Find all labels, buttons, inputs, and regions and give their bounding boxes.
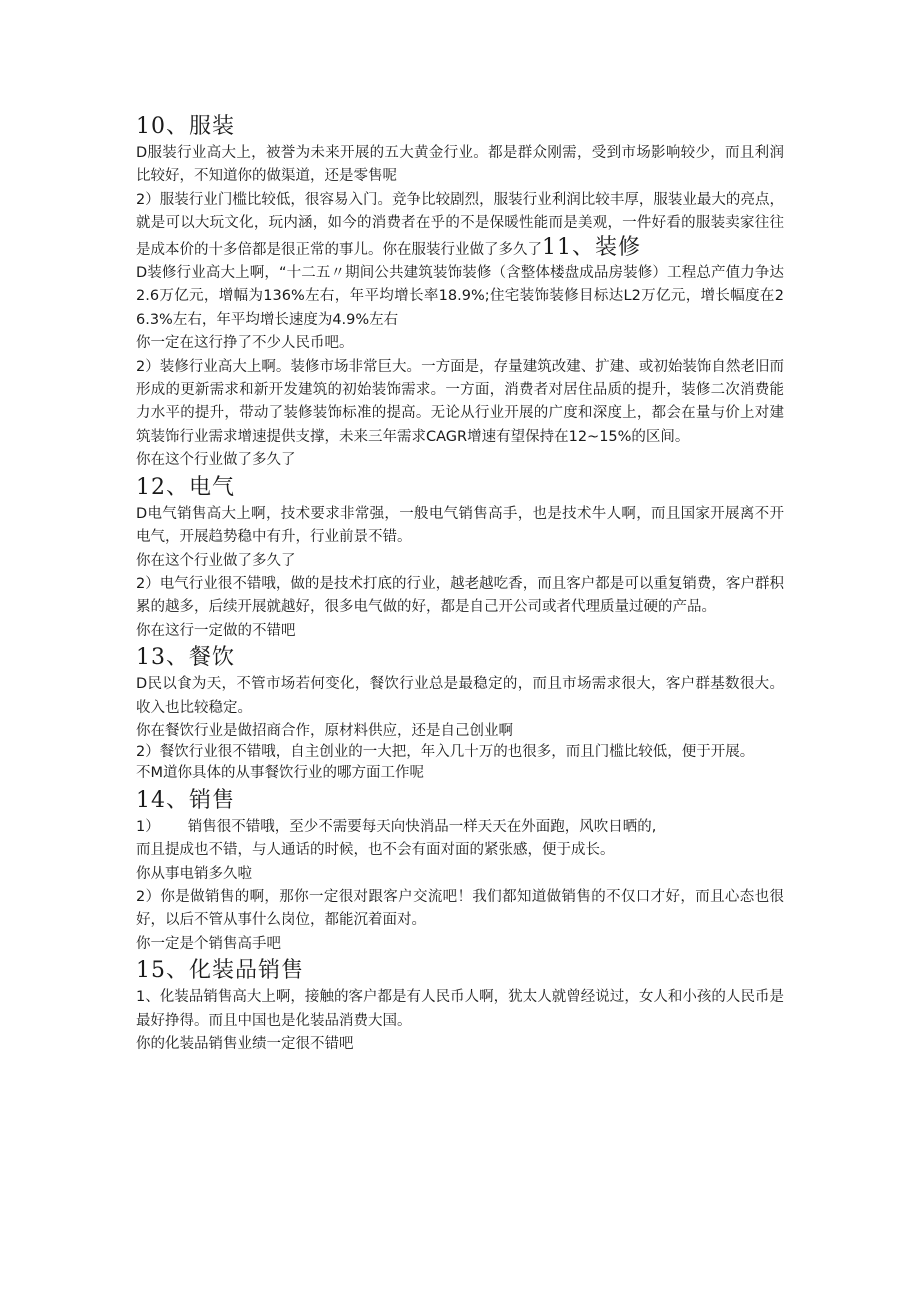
paragraph: D电气销售高大上啊，技术要求非常强，一般电气销售高手，也是技术牛人啊，而且国家开展离不开电气，开展趋势稳中有升，行业前景不错。 — [136, 505, 784, 546]
paragraph: 2）装修行业高大上啊。装修市场非常巨大。一方面是，存量建筑改建、扩建、或初始装饰自然老旧而形成的更新需求和新开发建筑的初始装饰需求。一方面，消费者对居住品质的提升，装修二次消费能力水平的提升，带动了装修装饰标准的提高。无论从行业开展的广度和深度上，都会在量与价上对建筑装饰行业需求增速提供支撑，未来三年需求CAGR增速有望保持在12~15%的区间。 — [136, 358, 784, 445]
paragraph: 而且提成也不错，与人通话的时候，也不会有面对面的紧张感，便于成长。 — [136, 842, 615, 859]
question-line: 你的化装品销售业绩一定很不错吧 — [136, 1036, 354, 1052]
section-title-catering: 13、餐饮 — [136, 645, 235, 671]
paragraph: D装修行业高大上啊，“十二五〃期间公共建筑装饰装修（含整体楼盘成品房装修）工程总产值力争达2.6万亿元，增幅为136%左右，年平均增长率18.9%;住宅装饰装修目标达L2万亿元，增长幅度在26.3%左右，年平均增长速度为4.9%左右 — [136, 265, 784, 328]
question-line: 你从事电销多久啦 — [136, 865, 252, 882]
question-line: 你在这个行业做了多久了 — [136, 452, 296, 469]
question-line: 不M道你具体的从事餐饮行业的哪方面工作呢 — [136, 765, 425, 782]
paragraph-with-inline-title — [136, 189, 784, 262]
paragraph: 2）你是做销售的啊，那你一定很对跟客户交流吧！我们都知道做销售的不仅口才好，而且心态也很好，以后不管从事什么岗位，都能沉着面对。 — [136, 888, 784, 929]
question-line: 你在这个行业做了多久了 — [136, 552, 296, 569]
section-title-clothing: 10、服装 — [136, 114, 235, 139]
list-item-text: 销售很不错哦，至少不需要每天向快消品一样天天在外面跑，风吹日晒的, — [187, 818, 657, 835]
section-title-electrical: 12、电气 — [136, 474, 235, 500]
question-line: 你在这行一定做的不错吧 — [136, 622, 296, 639]
question-line: 你一定是个销售高手吧 — [136, 935, 281, 952]
question-line: 你一定在这行挣了不少人民币吧。 — [136, 335, 354, 352]
paragraph: D民以食为天，不管市场若何变化，餐饮行业总是最稳定的，而且市场需求很大，客户群基数很大。收入也比较稳定。 — [136, 676, 784, 716]
section-title-decoration: 11、装修 — [542, 234, 641, 260]
paragraph: 2）电气行业很不错哦，做的是技术打底的行业，越老越吃香，而且客户都是可以重复销费，客户群积累的越多，后续开展就越好，很多电气做的好，都是自己开公司或者代理质量过硬的产品。 — [136, 575, 784, 616]
paragraph: D服装行业高大上，被誉为未来开展的五大黄金行业。都是群众刚需，受到市场影响较少，而且利润比较好，不知道你的做渠道，还是零售呢 — [136, 145, 784, 185]
section-title-sales: 14、销售 — [136, 787, 235, 813]
paragraph-text: 2）服装行业门槛比较低，很容易入门。竞争比较剧烈，服装行业利润比较丰厚，服装业最大的亮点，就是可以大玩文化，玩内涵，如今的消费者在乎的不是保暖性能而是美观，一件好看的服装卖家往往是成本价的十多倍都是很正常的事儿。你在服装行业做了多久了 — [136, 191, 784, 258]
paragraph: 1、化装品销售高大上啊，接触的客户都是有人民币人啊，犹太人就曾经说过，女人和小孩的人民币是最好挣得。而且中国也是化装品消费大国。 — [136, 989, 784, 1029]
list-item — [136, 816, 784, 839]
section-title-cosmetics-sales: 15、化装品销售 — [136, 958, 304, 984]
list-marker: 1） — [136, 818, 160, 835]
document-page — [136, 112, 784, 1056]
question-line: 你在餐饮行业是做招商合作，原材料供应，还是自己创业啊 — [136, 722, 513, 739]
paragraph: 2）餐饮行业很不错哦，自主创业的一大把，年入几十万的也很多，而且门槛比较低，便于开展。 — [136, 744, 755, 761]
